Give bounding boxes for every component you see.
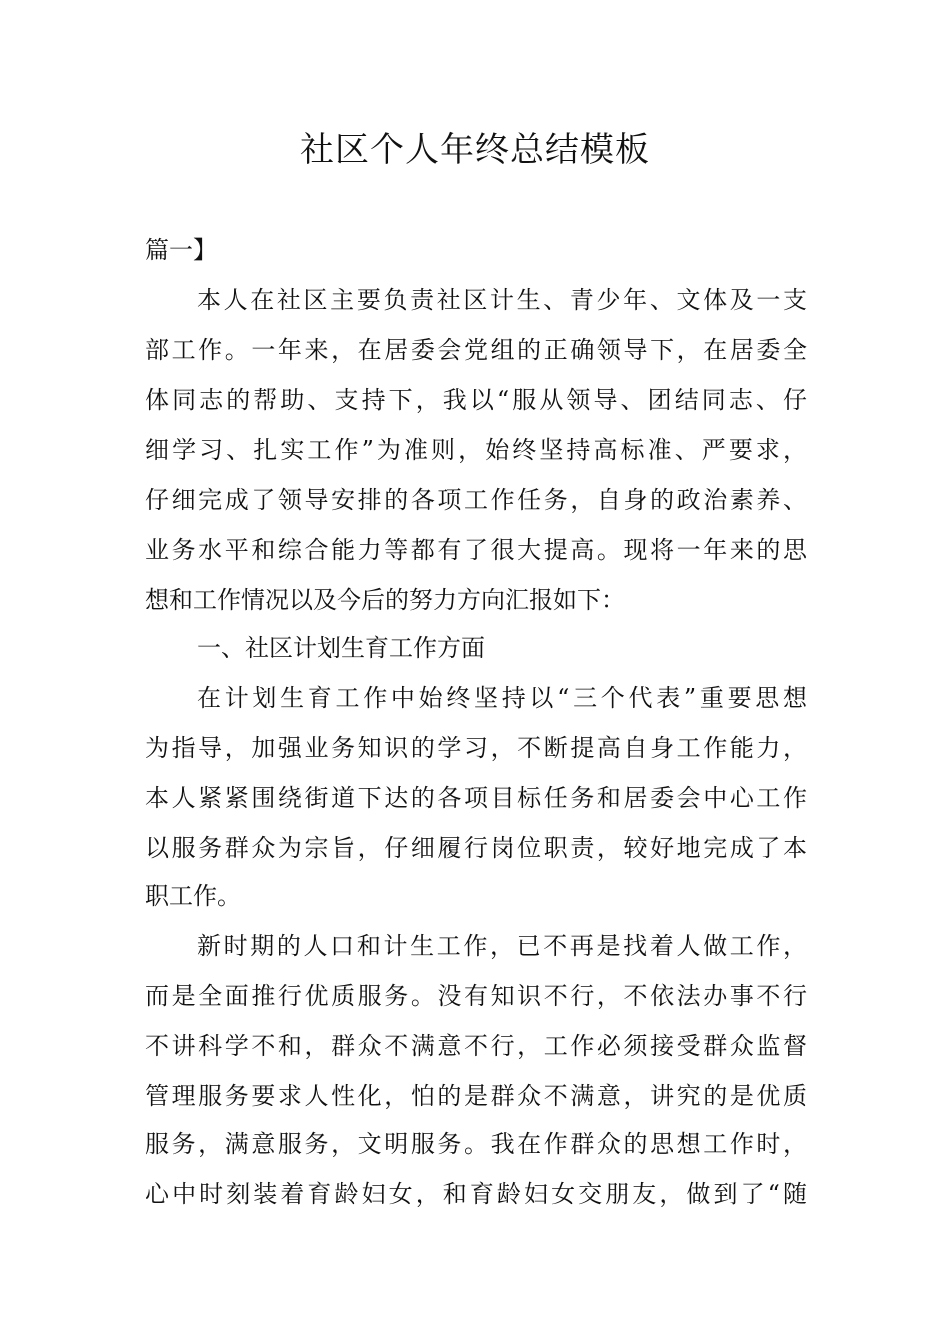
paragraph-line: 在计划生育工作中始终坚持以“三个代表”重要思想 [197, 684, 807, 712]
paragraph-line: 想和工作情况以及今后的努力方向汇报如下： [145, 586, 625, 614]
paragraph-line: 服务，满意服务，文明服务。我在作群众的思想工作时， [145, 1130, 807, 1158]
paragraph-line: 管理服务要求人性化，怕的是群众不满意，讲究的是优质 [145, 1082, 807, 1110]
paragraph-line: 细学习、扎实工作”为准则，始终坚持高标准、严要求， [145, 436, 807, 464]
paragraph-line: 体同志的帮助、支持下，我以“服从领导、团结同志、仔 [145, 386, 807, 414]
paragraph-line: 仔细完成了领导安排的各项工作任务，自身的政治素养、 [145, 486, 807, 514]
paragraph-line: 心中时刻装着育龄妇女，和育龄妇女交朋友，做到了“随 [145, 1180, 807, 1208]
paragraph-line: 部工作。一年来，在居委会党组的正确领导下，在居委全 [145, 336, 807, 364]
paragraph-line: 以服务群众为宗旨，仔细履行岗位职责，较好地完成了本 [145, 834, 807, 862]
section-heading: 一、社区计划生育工作方面 [197, 634, 485, 662]
paragraph-line: 本人紧紧围绕街道下达的各项目标任务和居委会中心工作 [145, 784, 807, 812]
paragraph-line: 为指导，加强业务知识的学习，不断提高自身工作能力， [145, 734, 807, 762]
section-label: 篇一】 [145, 236, 217, 264]
paragraph-line: 本人在社区主要负责社区计生、青少年、文体及一支 [197, 286, 807, 314]
paragraph-line: 而是全面推行优质服务。没有知识不行，不依法办事不行 [145, 982, 807, 1010]
paragraph-line: 新时期的人口和计生工作，已不再是找着人做工作， [197, 932, 807, 960]
paragraph-line: 职工作。 [145, 882, 241, 910]
paragraph-line: 业务水平和综合能力等都有了很大提高。现将一年来的思 [145, 536, 807, 564]
paragraph-line: 不讲科学不和，群众不满意不行，工作必须接受群众监督 [145, 1032, 807, 1060]
document-title: 社区个人年终总结模板 [300, 130, 650, 170]
